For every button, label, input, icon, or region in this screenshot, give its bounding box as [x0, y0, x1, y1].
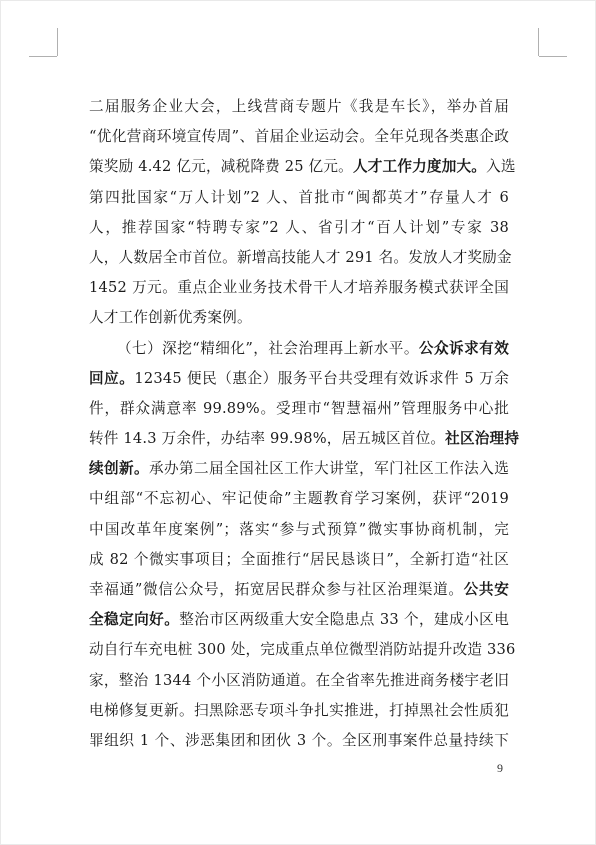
- text-line: [89, 273, 509, 303]
- text-run: 幸福通”微信公众号，拓宽居民群众参与社区治理渠道。: [89, 581, 464, 598]
- text-line: [89, 394, 509, 424]
- bold-heading-run: 社区治理持: [445, 430, 520, 448]
- text-line: [89, 605, 509, 635]
- text-run: 中组部“不忘初心、牢记使命”主题教育学习案例，获评“2019: [89, 490, 509, 508]
- text-line: [89, 92, 509, 122]
- text-run: 策奖励 4.42 亿元，减税降费 25 亿元。: [89, 158, 353, 176]
- text-run: 整治市区两级重大安全隐患点 33 个，建成小区电: [179, 611, 510, 629]
- text-run: 承办第二届全国社区工作大讲堂，军门社区工作法入选: [149, 460, 509, 478]
- text-line: [89, 515, 509, 545]
- text-run: “优化营商环境宣传周”、首届企业运动会。全年兑现各类惠企政: [89, 128, 509, 146]
- text-line: [89, 243, 512, 273]
- crop-mark: [29, 56, 57, 57]
- text-line: [89, 122, 509, 152]
- text-run: 中国改革年度案例”；落实“参与式预算”微实事协商机制，完: [89, 520, 509, 538]
- text-line: [89, 303, 509, 333]
- text-line: [89, 424, 520, 454]
- bold-heading-run: 回应。: [89, 369, 135, 387]
- text-line: [89, 484, 509, 514]
- text-run: （七）深挖“精细化”，社会治理再上新水平。: [117, 339, 419, 357]
- text-run: 人才工作创新优秀案例。: [89, 309, 252, 327]
- body-text: [89, 92, 520, 756]
- text-run: 人，推荐国家“特聘专家”2 人、省引才“百人计划”专家 38: [89, 218, 509, 236]
- crop-mark: [539, 56, 567, 57]
- text-run: 家，整治 1344 个小区消防通道。在全省率先推进商务楼宇老旧: [89, 671, 509, 689]
- text-run: 电梯修复更新。扫黑除恶专项斗争扎实推进，打掉黑社会性质犯: [89, 701, 509, 719]
- text-line: [89, 152, 516, 182]
- text-line: [89, 364, 509, 394]
- text-line: [89, 183, 509, 213]
- text-run: 人，人数居全市首位。新增高技能人才 291 名。发放人才奖励金: [89, 248, 512, 266]
- bold-heading-run: 续创新。: [89, 460, 150, 478]
- text-line: [89, 575, 509, 605]
- text-line: [89, 213, 509, 243]
- bold-heading-run: 全稳定向好。: [89, 611, 180, 629]
- text-run: 成 82 个微实事项目；全面推行“居民恳谈日”，全新打造“社区: [89, 550, 509, 568]
- bold-heading-run: 人才工作力度加大。: [352, 158, 487, 176]
- text-run: 二届服务企业大会，上线营商专题片《我是车长》，举办首届: [89, 98, 509, 115]
- text-line: [89, 454, 509, 484]
- text-run: 1452 万元。重点企业业务技术骨干人才培养服务模式获评全国: [89, 279, 509, 297]
- text-run: 12345 便民（惠企）服务平台共受理有效诉求件 5 万余: [134, 369, 509, 387]
- text-line: [89, 666, 509, 696]
- bold-heading-run: 公共安: [463, 581, 509, 598]
- text-run: 动自行车充电桩 300 处，完成重点单位微型消防站提升改造 336: [89, 641, 516, 659]
- page-number: 9: [497, 761, 503, 775]
- text-line: [89, 635, 516, 665]
- text-run: 转件 14.3 万余件，办结率 99.98%，居五城区首位。: [89, 430, 446, 448]
- text-line: [89, 545, 509, 575]
- crop-mark: [538, 28, 539, 56]
- text-line: [89, 726, 509, 756]
- bold-heading-run: 公众诉求有效: [418, 339, 509, 357]
- text-line: [89, 696, 509, 726]
- crop-mark: [57, 28, 58, 56]
- text-run: 罪组织 1 个、涉恶集团和团伙 3 个。全区刑事案件总量持续下: [89, 731, 509, 749]
- text-run: 入选: [486, 158, 516, 176]
- text-run: 件，群众满意率 99.89%。受理市“智慧福州”管理服务中心批: [89, 399, 509, 417]
- text-line: [89, 334, 509, 364]
- text-run: 第四批国家“万人计划”2 人、首批市“闽都英才”存量人才 6: [89, 188, 509, 206]
